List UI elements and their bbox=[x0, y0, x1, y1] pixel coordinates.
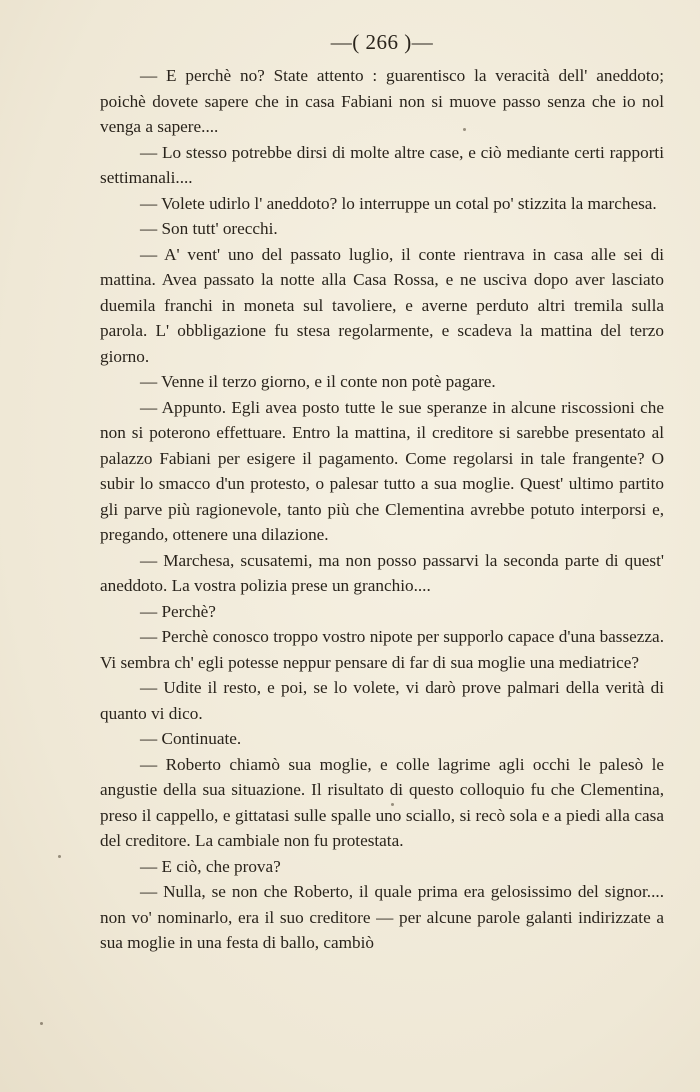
paper-speck bbox=[58, 855, 61, 858]
paragraph: — Son tutt' orecchi. bbox=[140, 219, 278, 238]
paragraph: — Nulla, se non che Roberto, il quale prima era gelosissimo del signor.... non vo' nominarlo, era il suo creditore — per alcune parole galanti indirizzate a sua moglie in una festa di ballo, cambiò bbox=[100, 882, 664, 952]
paragraph: — A' vent' uno del passato luglio, il conte rientrava in casa alle sei di mattina. Avea passato la notte alla Casa Rossa, e ne usciva dopo aver lasciato duemila franchi in moneta sul tavoliere, e averne perduto altri tremila sulla parola. L' obbligazione fu stesa regolarmente, e scadeva la mattina del terzo giorno. bbox=[100, 244, 664, 366]
paragraph: — Continuate. bbox=[140, 729, 242, 748]
paper-speck bbox=[40, 1022, 43, 1025]
page-number: —( 266 )— bbox=[330, 30, 434, 54]
paragraph: — Lo stesso potrebbe dirsi di molte altre case, e ciò mediante certi rapporti settimanali.... bbox=[100, 142, 664, 187]
paragraph: — Volete udirlo l' aneddoto? lo interruppe un cotal po' stizzita la marchesa. bbox=[140, 193, 657, 213]
paragraph: — Udite il resto, e poi, se lo volete, vi darò prove palmari della verità di quanto vi dico. bbox=[100, 678, 664, 723]
paragraph: — Appunto. Egli avea posto tutte le sue speranze in alcune riscossioni che non si poterono effettuare. Entro la mattina, il creditore si sarebbe presentato al palazzo Fabiani per esigere il pagamento. Come regolarsi in tale frangente? O subir lo smacco d'un protesto, o palesar tutto a sua moglie. Quest' ultimo partito gli parve più ragionevole, tanto più che Clementina avrebbe potuto interporsi e, pregando, ottenere una dilazione. bbox=[100, 397, 664, 544]
paper-speck bbox=[463, 128, 466, 131]
paragraph: — E perchè no? State attento : guarentisco la veracità dell' aneddoto; poichè dovete sapere che in casa Fabiani non si muove passo senza che io nol venga a sapere.... bbox=[100, 66, 664, 136]
paragraph: — Venne il terzo giorno, e il conte non potè pagare. bbox=[140, 372, 496, 391]
page-body bbox=[100, 63, 664, 956]
paragraph: — Perchè conosco troppo vostro nipote per supporlo capace d'una bassezza. Vi sembra ch' egli potesse neppur pensare di far di sua moglie una mediatrice? bbox=[100, 627, 664, 672]
paragraph: — E ciò, che prova? bbox=[140, 856, 281, 876]
paragraph: — Perchè? bbox=[140, 601, 216, 621]
paragraph: — Roberto chiamò sua moglie, e colle lagrime agli occhi le palesò le angustie della sua situazione. Il risultato di questo colloquio fu che Clementina, preso il cappello, e gittatasi sulle spalle uno sciallo, si recò sola e a piedi alla casa del creditore. La cambiale non fu protestata. bbox=[100, 754, 664, 850]
paragraph: — Marchesa, scusatemi, ma non posso passarvi la seconda parte di quest' aneddoto. La vostra polizia prese un granchio.... bbox=[100, 550, 664, 595]
paper-speck bbox=[391, 803, 394, 806]
